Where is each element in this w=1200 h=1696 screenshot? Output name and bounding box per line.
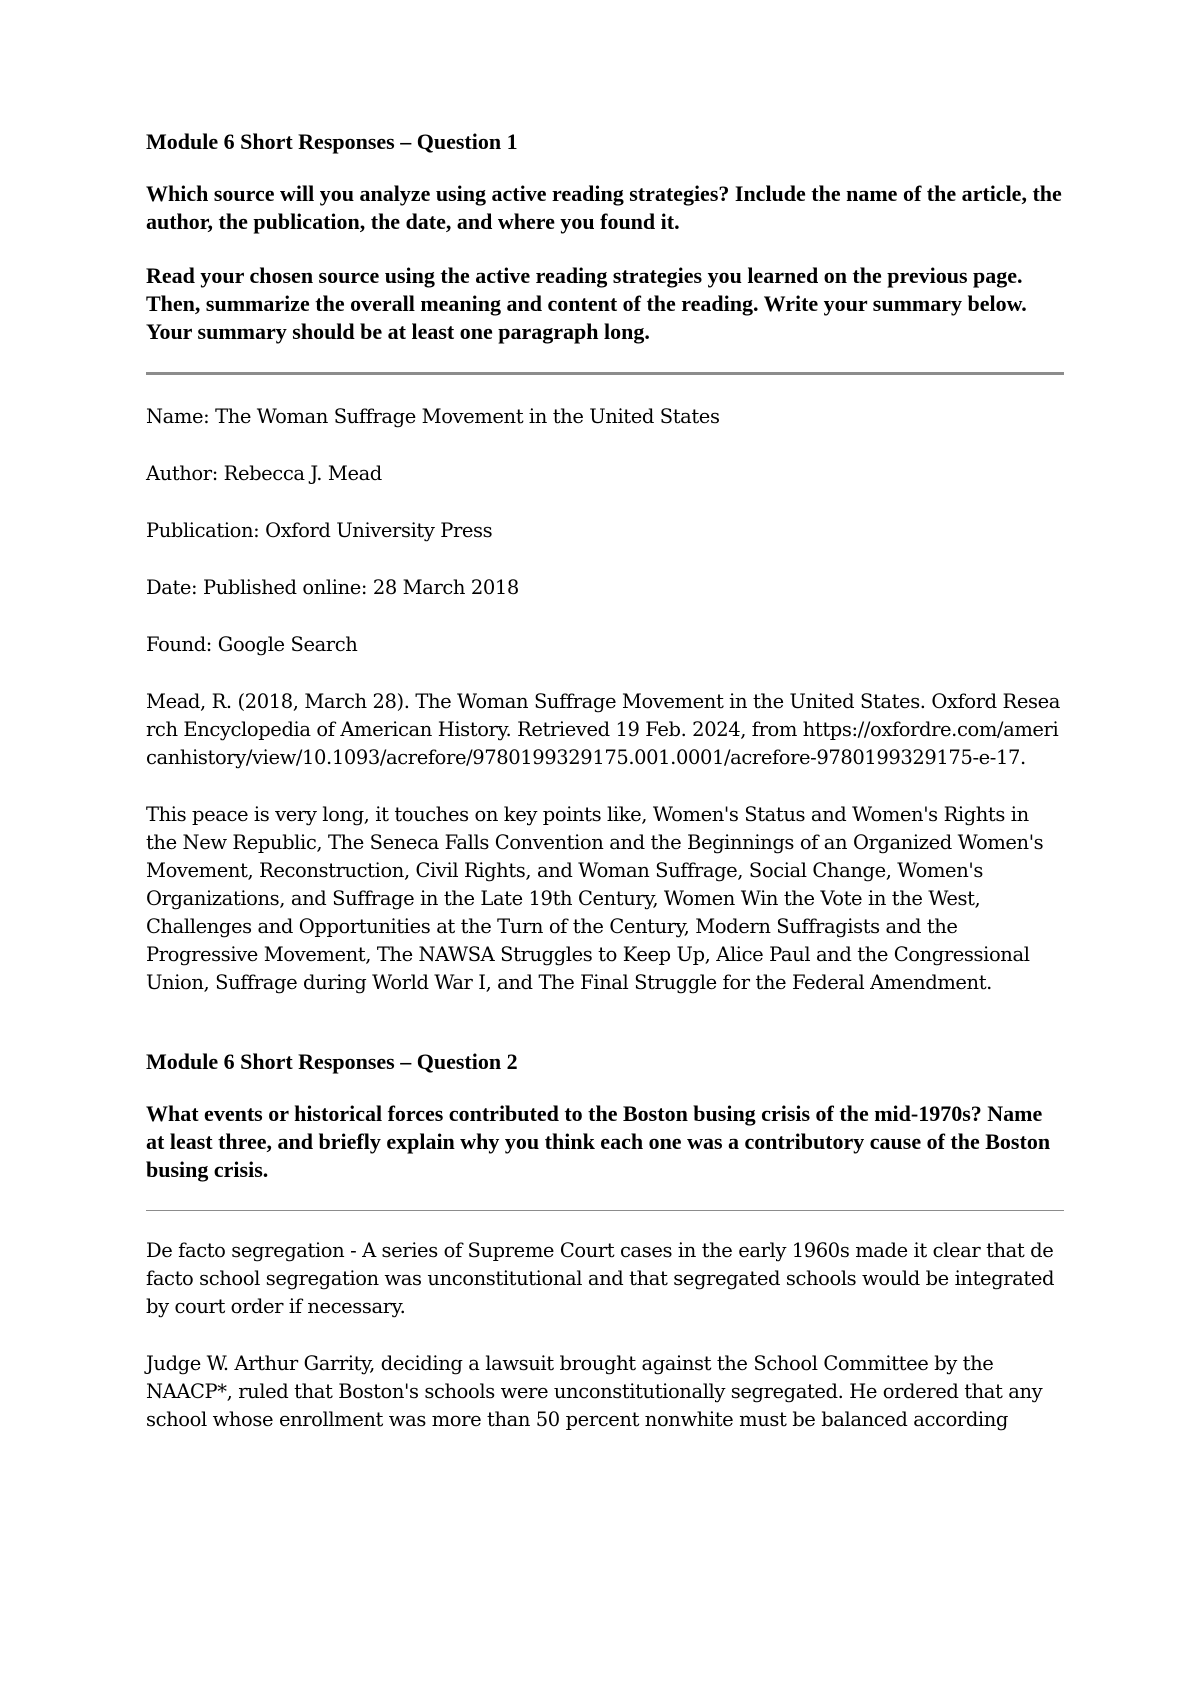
source-date: Date: Published online: 28 March 2018 <box>146 576 519 599</box>
question-1-prompt-summary: Read your chosen source using the active reading strategies you learned on the previous page. Then, summarize the overall meaning and content of the reading. Write your summary below. Your summary should be at least one paragraph long. <box>146 263 1027 344</box>
source-publication: Publication: Oxford University Press <box>146 519 493 542</box>
divider <box>146 372 1064 375</box>
answer-paragraph: Judge W. Arthur Garrity, deciding a lawsuit brought against the School Committee by the NAACP*, ruled that Boston's schools were unconstitutionally segregated. He ordered that any school whose enrollment was more than 50 percent nonwhite must be balanced according <box>146 1352 1043 1431</box>
document-page <box>146 128 1064 1463</box>
question-1-prompt-source: Which source will you analyze using active reading strategies? Include the name of the article, the author, the publication, the date, and where you found it. <box>146 181 1062 234</box>
citation: Mead, R. (2018, March 28). The Woman Suffrage Movement in the United States. Oxford Research Encyclopedia of American History. Retrieved 19 Feb. 2024, from https://oxfordre.com/americanhistory/view/10.1093/acrefore/9780199329175.001.0001/acrefore-9780199329175-e-17. <box>146 690 1060 769</box>
question-2-prompt: What events or historical forces contributed to the Boston busing crisis of the mid-1970s? Name at least three, and briefly explain why you think each one was a contributory cause of the Boston busing crisis. <box>146 1101 1051 1182</box>
divider <box>146 1210 1064 1211</box>
answer-paragraph: De facto segregation - A series of Supreme Court cases in the early 1960s made it clear that de facto school segregation was unconstitutional and that segregated schools would be integrated by court order if necessary. <box>146 1239 1055 1318</box>
source-found: Found: Google Search <box>146 633 358 656</box>
summary-paragraph: This peace is very long, it touches on key points like, Women's Status and Women's Rights in the New Republic, The Seneca Falls Convention and the Beginnings of an Organized Women's Movement, Reconstruction, Civil Rights, and Woman Suffrage, Social Change, Women's Organizations, and Suffrage in the Late 19th Century, Women Win the Vote in the West, Challenges and Opportunities at the Turn of the Century, Modern Suffragists and the Progressive Movement, The NAWSA Struggles to Keep Up, Alice Paul and the Congressional Union, Suffrage during World War I, and The Final Struggle for the Federal Amendment. <box>146 803 1044 994</box>
source-author: Author: Rebecca J. Mead <box>146 462 382 485</box>
question-1-heading: Module 6 Short Responses – Question 1 <box>146 129 518 154</box>
question-2-heading: Module 6 Short Responses – Question 2 <box>146 1049 518 1074</box>
source-name: Name: The Woman Suffrage Movement in the United States <box>146 405 720 428</box>
section-gap <box>146 1026 1064 1048</box>
